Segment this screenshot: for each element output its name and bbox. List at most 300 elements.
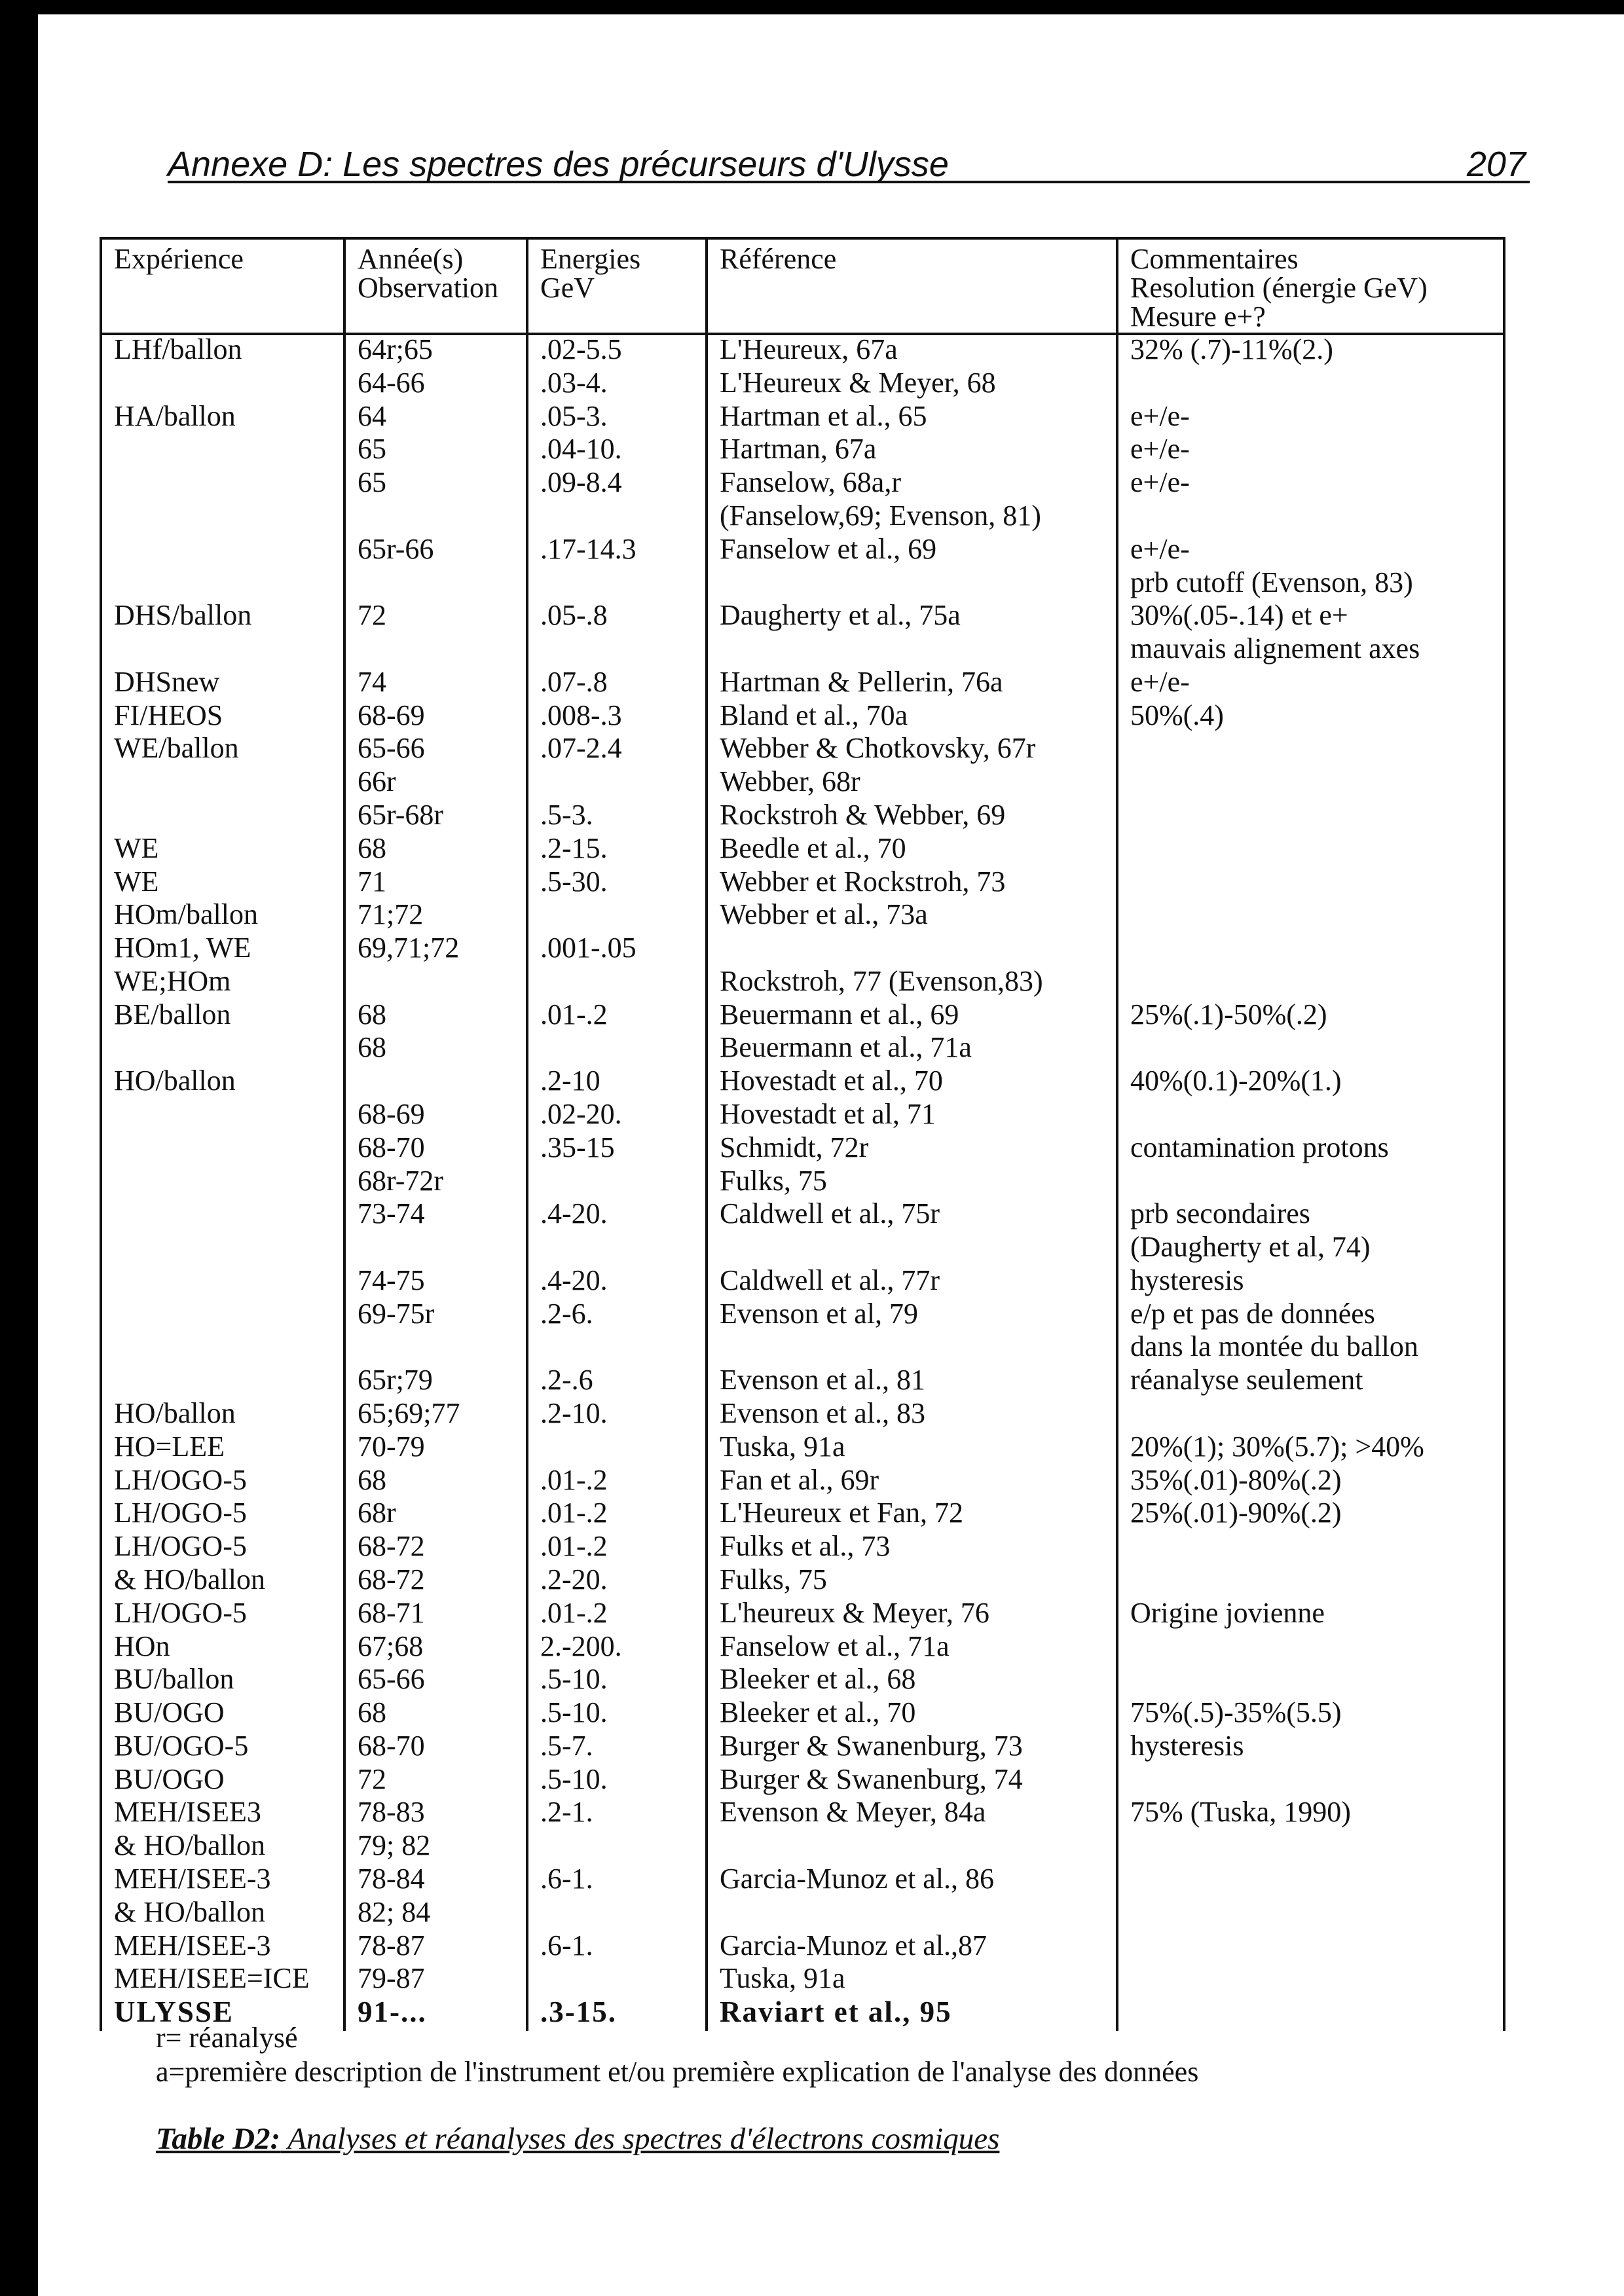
table-row	[101, 468, 1504, 501]
cell-annees: 68	[344, 1466, 527, 1499]
cell-experience: WE	[101, 834, 344, 867]
table-row	[101, 1698, 1504, 1732]
table-row	[101, 734, 1504, 767]
cell-annees: 68-69	[344, 1100, 527, 1133]
cell-annees: 68	[344, 834, 527, 867]
cell-annees	[344, 1066, 527, 1100]
cell-energies	[527, 1964, 707, 1997]
cell-commentaires	[1117, 734, 1504, 767]
cell-commentaires: hysteresis	[1117, 1266, 1504, 1300]
cell-commentaires: 25%(.01)-90%(.2)	[1117, 1499, 1504, 1532]
cell-energies: .2-10	[527, 1066, 707, 1100]
table-row	[101, 1831, 1504, 1865]
cell-annees	[344, 967, 527, 1000]
cell-experience	[101, 568, 344, 602]
cell-experience: HO=LEE	[101, 1432, 344, 1466]
cell-commentaires	[1117, 1033, 1504, 1066]
table-row	[101, 334, 1504, 369]
cell-commentaires	[1117, 867, 1504, 901]
cell-commentaires: 50%(.4)	[1117, 701, 1504, 735]
table-row	[101, 1366, 1504, 1399]
cell-energies	[527, 1432, 707, 1466]
cell-experience	[101, 1233, 344, 1266]
cell-annees: 73-74	[344, 1199, 527, 1233]
cell-reference: L'heureux & Meyer, 76	[707, 1599, 1117, 1632]
cell-annees: 68	[344, 1698, 527, 1732]
cell-reference: Bleeker et al., 70	[707, 1698, 1117, 1732]
cell-annees	[344, 634, 527, 668]
table-row	[101, 967, 1504, 1000]
table-row	[101, 1964, 1504, 1997]
cell-energies: .001-.05	[527, 934, 707, 967]
cell-energies	[527, 900, 707, 934]
cell-reference: Evenson et al., 83	[707, 1399, 1117, 1432]
cell-experience: LH/OGO-5	[101, 1599, 344, 1632]
cell-annees: 68r	[344, 1499, 527, 1532]
cell-energies: .5-10.	[527, 1698, 707, 1732]
table-row	[101, 1665, 1504, 1698]
cell-experience: ULYSSE	[101, 1997, 344, 2031]
cell-annees: 78-84	[344, 1865, 527, 1898]
column-header-line: Observation	[358, 272, 499, 304]
cell-reference: L'Heureux, 67a	[707, 334, 1117, 369]
cell-annees: 69,71;72	[344, 934, 527, 967]
cell-experience: MEH/ISEE3	[101, 1798, 344, 1831]
cell-reference: Fulks et al., 73	[707, 1532, 1117, 1565]
cell-commentaires: e+/e-	[1117, 535, 1504, 568]
cell-annees	[344, 501, 527, 535]
cell-reference: Rockstroh, 77 (Evenson,83)	[707, 967, 1117, 1000]
cell-experience: FI/HEOS	[101, 701, 344, 735]
cell-experience: & HO/ballon	[101, 1898, 344, 1931]
cell-reference	[707, 568, 1117, 602]
cell-energies: 2.-200.	[527, 1632, 707, 1666]
cell-annees: 68	[344, 1000, 527, 1034]
cell-annees: 65r-68r	[344, 801, 527, 834]
cell-energies: .6-1.	[527, 1865, 707, 1898]
cell-annees: 68-70	[344, 1133, 527, 1167]
cell-energies: .05-3.	[527, 402, 707, 435]
cell-commentaires: 20%(1); 30%(5.7); >40%	[1117, 1432, 1504, 1466]
cell-energies	[527, 1233, 707, 1266]
cell-experience: MEH/ISEE=ICE	[101, 1964, 344, 1997]
cell-reference	[707, 1831, 1117, 1865]
cell-annees: 69-75r	[344, 1300, 527, 1333]
cell-reference: Garcia-Munoz et al.,87	[707, 1931, 1117, 1965]
column-header-line: Expérience	[114, 243, 244, 275]
cell-experience: HO/ballon	[101, 1066, 344, 1100]
table-row	[101, 834, 1504, 867]
cell-experience	[101, 1199, 344, 1233]
table-row	[101, 501, 1504, 535]
table-row	[101, 1300, 1504, 1333]
cell-reference: Webber & Chotkovsky, 67r	[707, 734, 1117, 767]
cell-annees: 78-87	[344, 1931, 527, 1965]
cell-commentaires: 75%(.5)-35%(5.5)	[1117, 1698, 1504, 1732]
cell-experience: HOn	[101, 1632, 344, 1666]
table-row	[101, 1898, 1504, 1931]
cell-commentaires	[1117, 501, 1504, 535]
cell-annees: 82; 84	[344, 1898, 527, 1931]
cell-reference: Tuska, 91a	[707, 1432, 1117, 1466]
cell-experience	[101, 767, 344, 801]
table-row	[101, 535, 1504, 568]
cell-energies: .2-.6	[527, 1366, 707, 1399]
cell-experience: LH/OGO-5	[101, 1466, 344, 1499]
table-row	[101, 900, 1504, 934]
cell-commentaires	[1117, 1765, 1504, 1798]
cell-reference: Beedle et al., 70	[707, 834, 1117, 867]
table-row	[101, 435, 1504, 468]
cell-experience	[101, 468, 344, 501]
cell-reference	[707, 1332, 1117, 1366]
cell-experience: LH/OGO-5	[101, 1532, 344, 1565]
cell-commentaires: 30%(.05-.14) et e+	[1117, 601, 1504, 634]
column-header-line: Référence	[720, 243, 837, 275]
cell-reference: Fanselow et al., 71a	[707, 1632, 1117, 1666]
cell-reference: L'Heureux & Meyer, 68	[707, 369, 1117, 402]
cell-energies: .01-.2	[527, 1599, 707, 1632]
table-row	[101, 1732, 1504, 1765]
data-table-container	[100, 237, 1503, 2031]
cell-reference: Schmidt, 72r	[707, 1133, 1117, 1167]
cell-annees: 78-83	[344, 1798, 527, 1831]
cell-energies: .5-3.	[527, 801, 707, 834]
cell-reference: Caldwell et al., 75r	[707, 1199, 1117, 1233]
cell-energies: .01-.2	[527, 1532, 707, 1565]
cell-experience: LHf/ballon	[101, 334, 344, 369]
cell-experience: WE	[101, 867, 344, 901]
cell-reference: (Fanselow,69; Evenson, 81)	[707, 501, 1117, 535]
table-row	[101, 867, 1504, 901]
cell-commentaires: Origine jovienne	[1117, 1599, 1504, 1632]
cell-commentaires: prb secondaires	[1117, 1199, 1504, 1233]
note-description: a=première description de l'instrument et/ou première explication de l'analyse des données	[156, 2056, 1199, 2088]
cell-reference	[707, 1233, 1117, 1266]
cell-commentaires: e+/e-	[1117, 668, 1504, 701]
cell-commentaires	[1117, 1399, 1504, 1432]
table-notes	[156, 2021, 1466, 2089]
cell-experience: BU/OGO	[101, 1765, 344, 1798]
cell-experience	[101, 369, 344, 402]
cell-experience: MEH/ISEE-3	[101, 1931, 344, 1965]
table-row	[101, 1000, 1504, 1034]
cell-energies	[527, 967, 707, 1000]
cell-annees: 65	[344, 468, 527, 501]
table-row	[101, 1499, 1504, 1532]
cell-commentaires	[1117, 1665, 1504, 1698]
table-row	[101, 601, 1504, 634]
cell-experience: BU/OGO	[101, 1698, 344, 1732]
cell-energies: .5-30.	[527, 867, 707, 901]
cell-commentaires: e/p et pas de données	[1117, 1300, 1504, 1333]
cell-energies: .04-10.	[527, 435, 707, 468]
cell-energies: .07-.8	[527, 668, 707, 701]
table-row	[101, 1432, 1504, 1466]
cell-reference: Bleeker et al., 68	[707, 1665, 1117, 1698]
cell-commentaires	[1117, 1632, 1504, 1666]
cell-annees: 64r;65	[344, 334, 527, 369]
cell-energies: .2-20.	[527, 1565, 707, 1599]
cell-annees: 65-66	[344, 1665, 527, 1698]
table-row	[101, 1199, 1504, 1233]
cell-energies: .17-14.3	[527, 535, 707, 568]
cell-energies	[527, 1033, 707, 1066]
cell-annees	[344, 1332, 527, 1366]
table-row	[101, 1765, 1504, 1798]
cell-experience: LH/OGO-5	[101, 1499, 344, 1532]
cell-experience: DHSnew	[101, 668, 344, 701]
table-caption	[156, 2121, 999, 2157]
cell-experience	[101, 1100, 344, 1133]
cell-energies: .05-.8	[527, 601, 707, 634]
cell-reference: Hartman, 67a	[707, 435, 1117, 468]
table-row	[101, 1798, 1504, 1831]
cell-energies: .07-2.4	[527, 734, 707, 767]
cell-commentaires	[1117, 801, 1504, 834]
cell-energies: .2-1.	[527, 1798, 707, 1831]
cell-energies: .01-.2	[527, 1499, 707, 1532]
cell-energies: .01-.2	[527, 1000, 707, 1034]
column-header-line: Mesure e+?	[1130, 301, 1266, 333]
cell-energies: .4-20.	[527, 1266, 707, 1300]
cell-reference: Daugherty et al., 75a	[707, 601, 1117, 634]
cell-reference: Burger & Swanenburg, 74	[707, 1765, 1117, 1798]
cell-reference: L'Heureux et Fan, 72	[707, 1499, 1117, 1532]
table-row	[101, 1565, 1504, 1599]
cell-reference: Fanselow, 68a,r	[707, 468, 1117, 501]
table-row	[101, 1599, 1504, 1632]
cell-experience: BU/OGO-5	[101, 1732, 344, 1765]
cell-reference	[707, 934, 1117, 967]
cell-annees: 79-87	[344, 1964, 527, 1997]
cell-commentaires	[1117, 900, 1504, 934]
cell-annees: 65	[344, 435, 527, 468]
table-header	[101, 238, 1504, 334]
cell-experience	[101, 501, 344, 535]
cell-commentaires	[1117, 1532, 1504, 1565]
cell-reference: Hovestadt et al, 71	[707, 1100, 1117, 1133]
cell-reference: Evenson & Meyer, 84a	[707, 1798, 1117, 1831]
cell-commentaires	[1117, 934, 1504, 967]
cell-reference: Beuermann et al., 69	[707, 1000, 1117, 1034]
cell-reference: Raviart et al., 95	[707, 1997, 1117, 2031]
cell-energies	[527, 568, 707, 602]
cell-energies: .008-.3	[527, 701, 707, 735]
column-header-line: Commentaires	[1130, 243, 1299, 275]
cell-annees: 68-71	[344, 1599, 527, 1632]
cell-commentaires	[1117, 369, 1504, 402]
cell-commentaires: 32% (.7)-11%(2.)	[1117, 334, 1504, 369]
table-row	[101, 668, 1504, 701]
cell-annees: 64-66	[344, 369, 527, 402]
cell-energies	[527, 1831, 707, 1865]
cell-energies: .35-15	[527, 1133, 707, 1167]
cell-experience: WE;HOm	[101, 967, 344, 1000]
cell-reference: Hovestadt et al., 70	[707, 1066, 1117, 1100]
cell-commentaires: réanalyse seulement	[1117, 1366, 1504, 1399]
cell-reference: Fan et al., 69r	[707, 1466, 1117, 1499]
cell-annees	[344, 568, 527, 602]
cell-experience: MEH/ISEE-3	[101, 1865, 344, 1898]
cell-annees: 68r-72r	[344, 1167, 527, 1200]
header-title: Annexe D: Les spectres des précurseurs d'Ulysse	[168, 145, 949, 184]
cell-commentaires	[1117, 1964, 1504, 1997]
cell-energies	[527, 767, 707, 801]
cell-experience	[101, 535, 344, 568]
cell-annees: 65r;79	[344, 1366, 527, 1399]
column-header-line: Resolution (énergie GeV)	[1130, 272, 1428, 304]
column-header-reference	[707, 238, 1117, 334]
cell-experience	[101, 435, 344, 468]
cell-reference: Hartman et al., 65	[707, 402, 1117, 435]
cell-commentaires	[1117, 1100, 1504, 1133]
cell-experience: HA/ballon	[101, 402, 344, 435]
cell-experience	[101, 1332, 344, 1366]
cell-commentaires: 75% (Tuska, 1990)	[1117, 1798, 1504, 1831]
table-row	[101, 1466, 1504, 1499]
cell-commentaires	[1117, 834, 1504, 867]
cell-energies	[527, 1167, 707, 1200]
cell-reference: Fulks, 75	[707, 1565, 1117, 1599]
cell-experience	[101, 801, 344, 834]
cell-reference: Webber et Rockstroh, 73	[707, 867, 1117, 901]
cell-energies	[527, 1898, 707, 1931]
cell-experience: DHS/ballon	[101, 601, 344, 634]
cell-reference: Beuermann et al., 71a	[707, 1033, 1117, 1066]
cell-experience	[101, 1033, 344, 1066]
cell-energies: .3-15.	[527, 1997, 707, 2031]
cell-energies: .02-5.5	[527, 334, 707, 369]
cell-commentaires: dans la montée du ballon	[1117, 1332, 1504, 1366]
table-row	[101, 1332, 1504, 1366]
cell-reference: Rockstroh & Webber, 69	[707, 801, 1117, 834]
table-row	[101, 1632, 1504, 1666]
cell-reference: Garcia-Munoz et al., 86	[707, 1865, 1117, 1898]
table-row	[101, 1266, 1504, 1300]
cell-commentaires: e+/e-	[1117, 402, 1504, 435]
page-header	[168, 123, 1530, 183]
cell-commentaires: 40%(0.1)-20%(1.)	[1117, 1066, 1504, 1100]
cell-energies: .6-1.	[527, 1931, 707, 1965]
table-row	[101, 1532, 1504, 1565]
cell-energies: .01-.2	[527, 1466, 707, 1499]
cell-commentaires: prb cutoff (Evenson, 83)	[1117, 568, 1504, 602]
cell-annees: 71	[344, 867, 527, 901]
table-row	[101, 402, 1504, 435]
cell-experience: & HO/ballon	[101, 1565, 344, 1599]
cell-experience	[101, 1366, 344, 1399]
cell-commentaires: 35%(.01)-80%(.2)	[1117, 1466, 1504, 1499]
cell-experience	[101, 1133, 344, 1167]
cell-experience: HOm1, WE	[101, 934, 344, 967]
cell-reference: Burger & Swanenburg, 73	[707, 1732, 1117, 1765]
cell-commentaires	[1117, 1831, 1504, 1865]
cell-energies: .02-20.	[527, 1100, 707, 1133]
cell-commentaires: hysteresis	[1117, 1732, 1504, 1765]
cell-reference: Caldwell et al., 77r	[707, 1266, 1117, 1300]
table-row	[101, 1133, 1504, 1167]
cell-annees: 74-75	[344, 1266, 527, 1300]
table-row	[101, 1931, 1504, 1965]
table-row	[101, 1100, 1504, 1133]
data-table	[100, 237, 1505, 2031]
cell-annees: 66r	[344, 767, 527, 801]
cell-experience: WE/ballon	[101, 734, 344, 767]
cell-experience: BE/ballon	[101, 1000, 344, 1034]
cell-annees: 79; 82	[344, 1831, 527, 1865]
cell-reference: Webber, 68r	[707, 767, 1117, 801]
cell-energies: .5-7.	[527, 1732, 707, 1765]
column-header-line: Année(s)	[358, 243, 464, 275]
table-row	[101, 369, 1504, 402]
cell-commentaires	[1117, 1898, 1504, 1931]
table-row	[101, 1167, 1504, 1200]
cell-commentaires	[1117, 767, 1504, 801]
cell-commentaires	[1117, 1167, 1504, 1200]
cell-annees: 65;69;77	[344, 1399, 527, 1432]
cell-commentaires: (Daugherty et al, 74)	[1117, 1233, 1504, 1266]
table-row	[101, 568, 1504, 602]
cell-annees: 71;72	[344, 900, 527, 934]
cell-annees: 68-72	[344, 1565, 527, 1599]
cell-reference: Hartman & Pellerin, 76a	[707, 668, 1117, 701]
table-row	[101, 801, 1504, 834]
note-reanalyse: r= réanalysé	[156, 2022, 298, 2054]
cell-reference: Webber et al., 73a	[707, 900, 1117, 934]
column-header-line: Energies	[540, 243, 641, 275]
cell-reference	[707, 1898, 1117, 1931]
table-header-row	[101, 238, 1504, 334]
cell-energies: .03-4.	[527, 369, 707, 402]
table-row	[101, 1033, 1504, 1066]
cell-annees: 65r-66	[344, 535, 527, 568]
table-row	[101, 1865, 1504, 1898]
cell-commentaires: 25%(.1)-50%(.2)	[1117, 1000, 1504, 1034]
cell-annees: 67;68	[344, 1632, 527, 1666]
table-row	[101, 634, 1504, 668]
cell-annees: 72	[344, 1765, 527, 1798]
cell-experience: HO/ballon	[101, 1399, 344, 1432]
cell-reference: Bland et al., 70a	[707, 701, 1117, 735]
table-row	[101, 767, 1504, 801]
cell-energies: .09-8.4	[527, 468, 707, 501]
cell-annees: 68-70	[344, 1732, 527, 1765]
cell-annees: 74	[344, 668, 527, 701]
caption-label: Table D2:	[156, 2122, 281, 2156]
cell-annees: 70-79	[344, 1432, 527, 1466]
cell-reference	[707, 634, 1117, 668]
cell-commentaires: e+/e-	[1117, 468, 1504, 501]
cell-energies: .4-20.	[527, 1199, 707, 1233]
cell-reference: Evenson et al, 79	[707, 1300, 1117, 1333]
table-row	[101, 1066, 1504, 1100]
cell-annees: 64	[344, 402, 527, 435]
table-row	[101, 1233, 1504, 1266]
cell-annees: 65-66	[344, 734, 527, 767]
cell-commentaires	[1117, 967, 1504, 1000]
cell-experience	[101, 1266, 344, 1300]
cell-reference: Evenson et al., 81	[707, 1366, 1117, 1399]
cell-energies: .5-10.	[527, 1765, 707, 1798]
cell-energies	[527, 501, 707, 535]
cell-energies: .2-10.	[527, 1399, 707, 1432]
cell-experience: HOm/ballon	[101, 900, 344, 934]
cell-annees	[344, 1233, 527, 1266]
cell-commentaires: contamination protons	[1117, 1133, 1504, 1167]
cell-energies: .2-15.	[527, 834, 707, 867]
cell-commentaires: e+/e-	[1117, 435, 1504, 468]
